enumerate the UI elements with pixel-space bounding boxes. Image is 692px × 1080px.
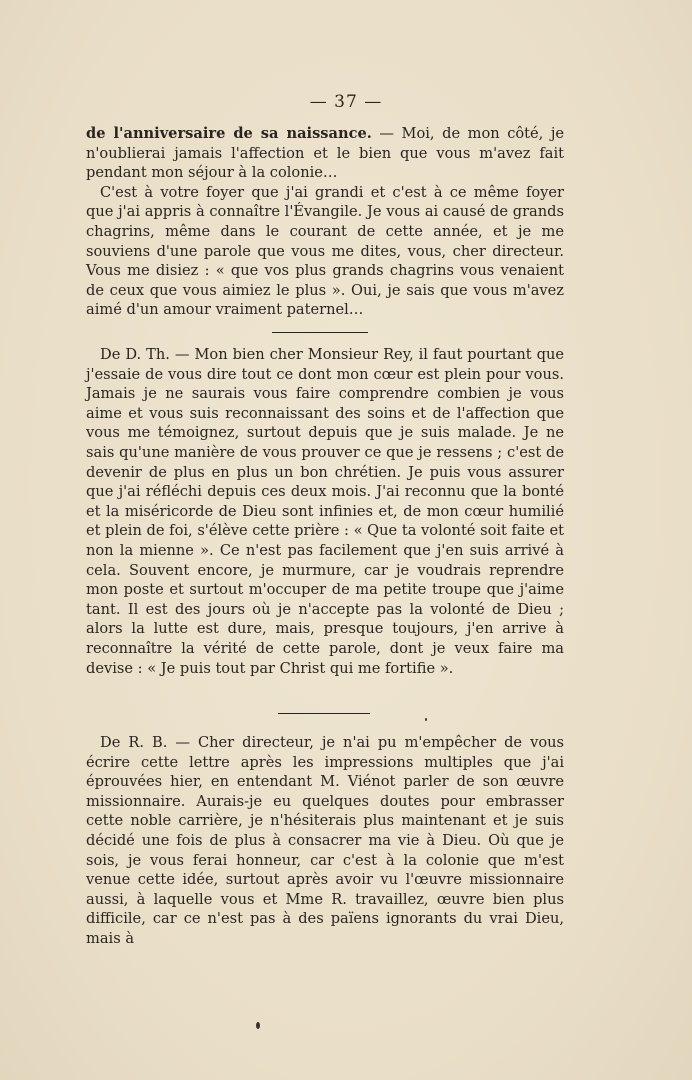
letter-excerpt-1	[86, 124, 564, 320]
section-divider	[272, 332, 368, 333]
paragraph: De R. B. — Cher directeur, je n'ai pu m'empêcher de vous écrire cette lettre après les impressions multiples que j'ai éprouvées hier, en entendant M. Viénot parler de son œuvre missionnaire. Aurais-je eu quelques doutes pour embrasser cette noble carrière, je n'hésiterais plus maintenant et je suis décidé une fois de plus à consacrer ma vie à Dieu. Où que je sois, je vous ferai honneur, car c'est à la colonie que m'est venue cette idée, surtout après avoir vu l'œuvre missionnaire aussi, à laquelle vous et Mme R. travaillez, œuvre bien plus difficile, car ce n'est pas à des païens ignorants du vrai Dieu, mais à	[86, 734, 564, 947]
paragraph-text: — Moi, de mon côté, je n'oublierai jamais l'affection et le bien que vous m'avez fait pendant mon séjour à la colonie…	[86, 125, 564, 182]
paragraph: De D. Th. — Mon bien cher Monsieur Rey, il faut pourtant que j'essaie de vous dire tout ce dont mon cœur est plein pour vous. Jamais je ne saurais vous faire comprendre combien je vous aime et vous suis reconnaissant des soins et de l'affection que vous me témoignez, surtout depuis que je suis malade. Je ne sais qu'une manière de vous prouver ce que je ressens ; c'est de devenir de plus en plus un bon chrétien. Je puis vous assurer que j'ai réfléchi depuis ces deux mois. J'ai reconnu que la bonté et la miséricorde de Dieu sont infinies et, de mon cœur humilié et plein de foi, s'élève cette prière : « Que ta volonté soit faite et non la mienne ». Ce n'est pas facilement que j'en suis arrivé à cela. Souvent encore, je murmure, car je voudrais reprendre mon poste et surtout m'occuper de ma petite troupe que j'aime tant. Il est des jours où je n'accepte pas la volonté de Dieu ; alors la lutte est dure, mais, presque toujours, j'en arrive à reconnaître la vérité de cette parole, dont je veux faire ma devise : « Je puis tout par Christ qui me fortifie ».	[86, 346, 564, 677]
ink-speck	[256, 1022, 260, 1029]
letter-excerpt-3	[86, 733, 564, 949]
lead-in-text: de l'anniversaire de sa naissance.	[86, 125, 372, 142]
page-number: — 37 —	[309, 92, 383, 112]
paragraph	[86, 124, 564, 183]
ink-speck	[425, 718, 427, 721]
paragraph: C'est à votre foyer que j'ai grandi et c'est à ce même foyer que j'ai appris à connaître l'Évangile. Je vous ai causé de grands chagrins, même dans le courant de cette année, et je me souviens d'une parole que vous me dites, vous, cher directeur. Vous me disiez : « que vos plus grands chagrins vous venaient de ceux que vous aimiez le plus ». Oui, je sais que vous m'avez aimé d'un amour vraiment paternel…	[86, 183, 564, 319]
letter-excerpt-2	[86, 345, 564, 678]
section-divider	[278, 713, 370, 714]
